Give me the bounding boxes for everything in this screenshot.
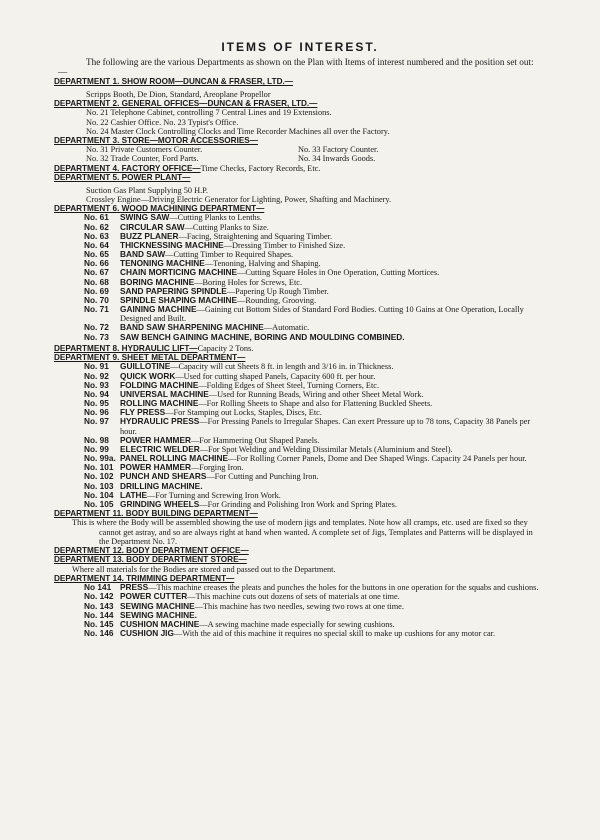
item-number: No. 99	[84, 443, 109, 454]
machine-item	[84, 482, 544, 491]
item-number: No. 63	[84, 230, 109, 241]
item-name: PANEL ROLLING MACHINE	[120, 453, 229, 464]
item-number: No. 94	[84, 388, 109, 399]
item-description: —Papering Up Rough Timber.	[226, 286, 329, 296]
item-name: GRINDING WHEELS	[120, 498, 200, 509]
machine-item	[84, 417, 544, 435]
dept-9-heading: DEPARTMENT 9. SHEET METAL DEPARTMENT—	[54, 353, 246, 363]
dept-5-line: Crossley Engine—Driving Electric Generator for Lighting, Power, Shafting and Machinery.	[86, 194, 392, 204]
dept-1-line: Scripps Booth, De Dion, Standard, Areoplane Propellor	[86, 89, 271, 99]
item-number: No. 69	[84, 285, 109, 296]
item-description: —Used for cutting shaped Panels, Capacity 600 ft. per hour.	[175, 371, 376, 381]
item-name: PUNCH AND SHEARS	[120, 471, 207, 482]
item-number: No. 92	[84, 370, 109, 381]
dept-14-heading: DEPARTMENT 14. TRIMMING DEPARTMENT—	[54, 573, 235, 583]
item-description: —Cutting Square Holes in One Operation, Cutting Mortices.	[237, 268, 440, 278]
item-number: No. 99a.	[84, 453, 116, 464]
item-name: FOLDING MACHINE	[120, 379, 199, 390]
item-number: No. 96	[84, 407, 109, 418]
item-description: —For Rolling Corner Panels, Dome and Dee Shaped Wings. Capacity 24 Panels per hour.	[228, 454, 527, 464]
item-description: —This machine cuts out dozens of sets of materials at one time.	[187, 592, 400, 602]
item-number: No. 71	[84, 304, 109, 315]
item-number: No. 143	[84, 600, 114, 611]
item-number: No. 103	[84, 480, 114, 491]
item-name: SPINDLE SHAPING MACHINE	[120, 294, 238, 305]
item-number: No. 61	[84, 212, 109, 223]
dept-4-heading: DEPARTMENT 4. FACTORY OFFICE—Time Checks, Factory Records, Etc.	[54, 163, 321, 173]
item-name: UNIVERSAL MACHINE	[120, 388, 209, 399]
item-name: CIRCULAR SAW	[120, 221, 185, 232]
item-name: LATHE	[120, 489, 148, 500]
item-name: POWER CUTTER	[120, 591, 188, 602]
item-name: CUSHION JIG	[120, 628, 174, 638]
item-name: POWER HAMMER	[120, 462, 191, 473]
item-description: —With the aid of this machine it requires no special skill to make up cushions for any motor car.	[173, 629, 496, 638]
item-number: No. 102	[84, 471, 114, 482]
item-number: No. 95	[84, 398, 109, 409]
item-description: —For Hammering Out Shaped Panels.	[190, 435, 320, 445]
dept-9-items	[54, 362, 544, 509]
item-number: No. 67	[84, 267, 109, 278]
item-name: DRILLING MACHINE.	[120, 480, 203, 491]
item-name: ELECTRIC WELDER	[120, 443, 200, 454]
item-description: —For Turning and Screwing Iron Work.	[147, 490, 281, 500]
item-name: SEWING MACHINE	[120, 600, 195, 611]
item-name: BUZZ PLANER	[120, 230, 179, 241]
item-number: No. 65	[84, 249, 109, 260]
intro-paragraph: The following are the various Departments as shown on the Plan with Items of interest numbered and the position set out:—	[58, 57, 534, 77]
item-description: —Capacity will cut Sheets 8 ft. in length and 3/16 in. in Thickness.	[170, 362, 394, 372]
dept-8-heading: DEPARTMENT 8. HYDRAULIC LIFT—Capacity 2 Tons.	[54, 343, 254, 353]
item-name: SAND PAPERING SPINDLE	[120, 285, 227, 296]
item-number: No. 66	[84, 258, 109, 269]
dept-11-heading: DEPARTMENT 11. BODY BUILDING DEPARTMENT—	[54, 508, 258, 518]
item-description: —Facing, Straightening and Squaring Timber.	[178, 231, 333, 241]
item-description: —This machine creases the pleats and punches the holes for the buttons in one operation for the squabs and cushions.	[148, 583, 539, 593]
item-number: No. 97	[84, 416, 109, 427]
item-description: —Cutting Timber to Required Shapes.	[165, 250, 294, 260]
item-name: BAND SAW	[120, 249, 166, 260]
dept-5-heading: DEPARTMENT 5. POWER PLANT—	[54, 172, 191, 182]
item-description: —Rounding, Grooving.	[237, 295, 317, 305]
item-number: No. 91	[84, 361, 109, 372]
item-name: THICKNESSING MACHINE	[120, 239, 224, 250]
item-description: —Automatic.	[263, 323, 310, 333]
item-description: —For Stamping out Locks, Staples, Discs, Etc.	[165, 408, 322, 418]
item-name: PRESS	[120, 582, 149, 593]
page-title: ITEMS OF INTEREST.	[221, 40, 379, 54]
item-description: —For Pressing Panels to Irregular Shapes. Can exert Pressure up to 78 tons, Capacity 38 Panels per hour.	[120, 417, 531, 436]
item-description: —Gaining cut Bottom Sides of Standard Ford Bodies. Cutting 10 Gains at One Operation, Locally Designed and Built.	[120, 305, 524, 324]
dept-13-heading: DEPARTMENT 13. BODY DEPARTMENT STORE—	[54, 555, 247, 565]
item-number: No. 145	[84, 618, 114, 629]
item-name: GUILLOTINE	[120, 361, 171, 372]
item-number: No. 105	[84, 498, 114, 509]
item-description: —A sewing machine made especially for sewing cushions.	[199, 619, 395, 629]
item-number: No. 98	[84, 434, 109, 445]
item-description: —Boring Holes for Screws, Etc.	[194, 277, 303, 287]
dept-2-line: No. 21 Telephone Cabinet, controlling 7 Central Lines and 19 Extensions.	[86, 108, 332, 118]
item-name: SAW BENCH GAINING MACHINE, BORING AND MOULDING COMBINED.	[120, 331, 405, 342]
item-number: No. 68	[84, 276, 109, 287]
item-number: No. 62	[84, 221, 109, 232]
machine-item	[84, 333, 544, 342]
item-description: —Tenoning, Halving and Shaping.	[204, 259, 321, 269]
dept-3-row: No. 32 Trade Counter, Ford Parts. No. 34 Inwards Goods.	[86, 154, 376, 164]
item-number: No 141	[84, 582, 112, 593]
dept-2-line: No. 24 Master Clock Controlling Clocks and Time Recorder Machines all over the Factory.	[86, 126, 390, 136]
dept-6-items	[54, 213, 544, 341]
item-name: SWING SAW	[120, 212, 170, 223]
dept-2-line: No. 22 Cashier Office. No. 23 Typist's Office.	[86, 117, 239, 127]
item-number: No. 64	[84, 239, 109, 250]
item-name: ROLLING MACHINE	[120, 398, 199, 409]
dept-5-line: Suction Gas Plant Supplying 50 H.P.	[86, 185, 208, 195]
item-name: GAINING MACHINE	[120, 304, 197, 315]
item-name: QUICK WORK	[120, 370, 176, 381]
dept-2-heading: DEPARTMENT 2. GENERAL OFFICES—DUNCAN & FRASER, LTD.—	[54, 98, 318, 108]
machine-item	[84, 500, 544, 509]
item-name: CHAIN MORTICING MACHINE	[120, 267, 238, 278]
item-name: BORING MACHINE	[120, 276, 195, 287]
machine-item	[84, 629, 544, 638]
machine-item	[84, 305, 544, 323]
departments-list	[54, 77, 544, 638]
item-name: HYDRAULIC PRESS	[120, 416, 200, 427]
item-description: —This machine has two needles, sewing two rows at one time.	[194, 601, 404, 611]
dept-3-heading: DEPARTMENT 3. STORE—MOTOR ACCESSORIES—	[54, 135, 258, 145]
dept-1-heading: DEPARTMENT 1. SHOW ROOM—DUNCAN & FRASER, LTD.—	[54, 77, 293, 86]
item-name: SEWING MACHINE.	[120, 609, 197, 620]
dept-11-paragraph: This is where the Body will be assembled showing the use of modern jigs and templates. Note how all cramps, etc. used are fixed so they cannot get astray, and so are always right at hand when wanted. A complete set of Jigs, Templates and Patterns will be displayed in the Department No. 17.	[72, 518, 533, 546]
item-number: No. 93	[84, 379, 109, 390]
item-description: —Cutting Planks to Lenths.	[169, 213, 262, 223]
item-number: No. 142	[84, 591, 114, 602]
item-number: No. 73	[84, 331, 109, 342]
item-description: —For Cutting and Punching Iron.	[206, 472, 319, 482]
dept-14-items	[54, 583, 544, 638]
item-name: CUSHION MACHINE	[120, 618, 200, 629]
item-number: No. 101	[84, 462, 114, 473]
item-number: No. 144	[84, 609, 114, 620]
item-description: —For Spot Welding and Welding Dissimilar Metals (Aluminium and Steel).	[199, 444, 453, 454]
item-description: —Forging Iron.	[190, 463, 244, 473]
item-description: —For Rolling Sheets to Shape and also for Flattening Buckled Sheets.	[198, 399, 433, 409]
item-description: —Dressing Timber to Finished Size.	[223, 240, 346, 250]
item-number: No. 70	[84, 294, 109, 305]
item-name: FLY PRESS	[120, 407, 166, 418]
dept-3-row: No. 31 Private Customers Counter. No. 33 Factory Counter.	[86, 145, 379, 155]
item-name: BAND SAW SHARPENING MACHINE	[120, 322, 264, 333]
item-number: No. 146	[84, 628, 114, 638]
item-name: POWER HAMMER	[120, 434, 191, 445]
item-name: TENONING MACHINE	[120, 258, 205, 269]
item-description: —Cutting Planks to Size.	[184, 222, 269, 232]
item-description: —For Grinding and Polishing Iron Work and Spring Plates.	[199, 499, 397, 509]
dept-13-paragraph: Where all materials for the Bodies are stored and passed out to the Department.	[72, 564, 336, 574]
item-description: —Folding Edges of Sheet Steel, Turning Corners, Etc.	[198, 380, 380, 390]
item-description: —Used for Running Beads, Wiring and other Sheet Metal Work.	[208, 389, 424, 399]
item-number: No. 104	[84, 489, 114, 500]
dept-12-heading: DEPARTMENT 12. BODY DEPARTMENT OFFICE—	[54, 545, 249, 555]
item-number: No. 72	[84, 322, 109, 333]
dept-6-heading: DEPARTMENT 6. WOOD MACHINING DEPARTMENT—	[54, 204, 265, 214]
